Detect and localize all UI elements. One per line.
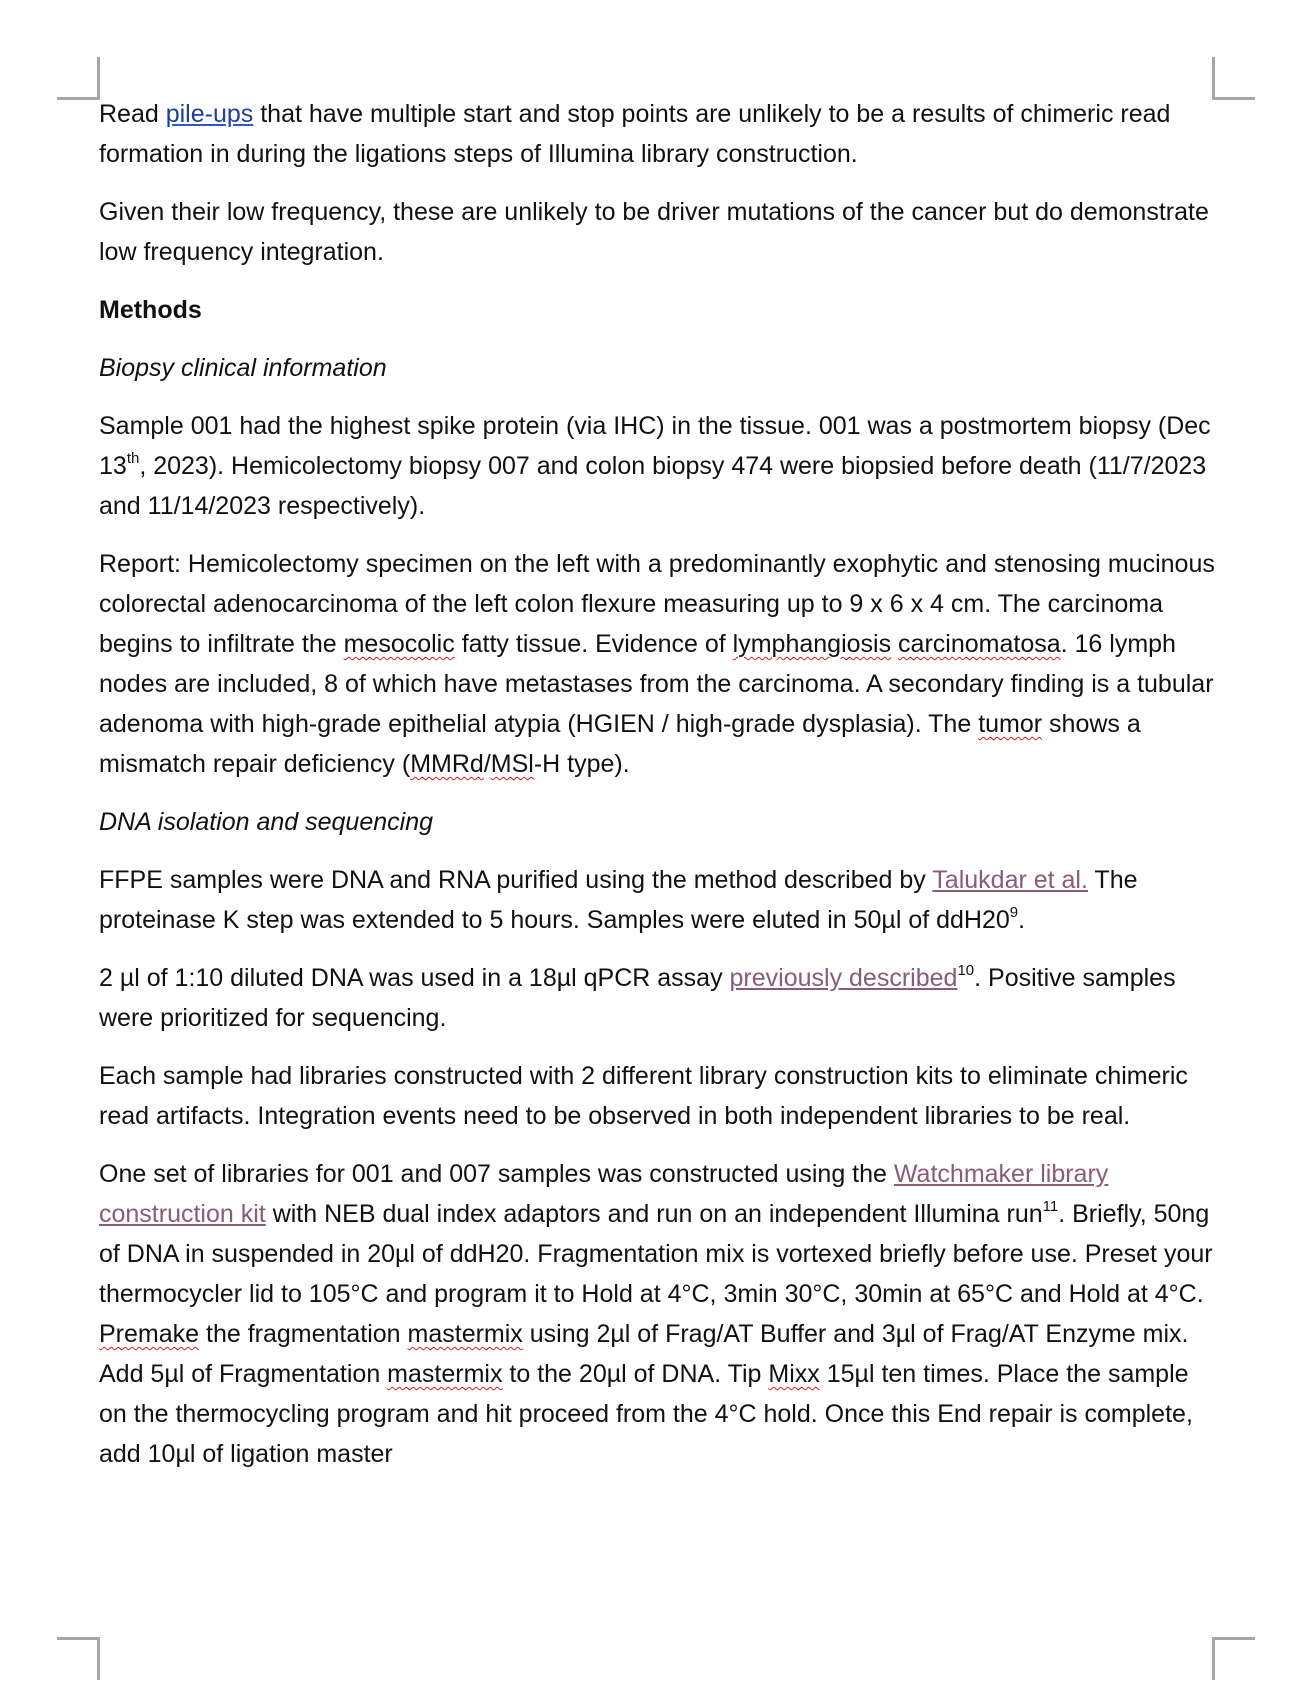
- citation-10: 10: [957, 961, 975, 979]
- spelling-flag-tumor[interactable]: tumor: [978, 710, 1043, 738]
- methods-heading[interactable]: Methods: [99, 296, 202, 324]
- talukdar-link[interactable]: Talukdar et al.: [932, 866, 1088, 894]
- page-corner-mark-bottom-left: [57, 1637, 100, 1680]
- watchmaker-kit-link[interactable]: Watchmaker library construction kit: [99, 1160, 1109, 1228]
- pileups-crossref[interactable]: pile-ups: [165, 100, 254, 128]
- paragraph-ffpe[interactable]: FFPE samples were DNA and RNA purified using the method described by Talukdar et al. The proteinase K step was extended to 5 hours. Samples were eluted in 50µl of $ddH20^9$.: [99, 866, 1138, 934]
- spelling-flag-carcinomatosa[interactable]: carcinomatosa: [898, 630, 1061, 658]
- paragraph-watchmaker[interactable]: One set of libraries for 001 and 007 samples was constructed using the Watchmaker library construction kit with NEB dual index adaptors and run on an independent Illumina run$^{11}$. Briefly, 50ng of DNA in suspended in 20µl of ddH20. Fragmentation mix is vortexed briefly before use. Preset your thermocycler lid to 105°C and program it to Hold at 4°C, 3min 30°C, 30min at 65°C and Hold at 4°C. Premake the fragmentation mastermix using 2µl of Frag/AT Buffer and 3µl of Frag/AT Enzyme mix. Add 5µl of Fragmentation mastermix to the 20µl of DNA. Tip Mixx 15µl ten times. Place the sample on the thermocycling program and hit proceed from the 4°C hold. Once this End repair is complete, add 10µl of ligation master: [99, 1160, 1213, 1468]
- spelling-flag-mastermix-2[interactable]: mastermix: [387, 1360, 503, 1388]
- paragraph-pileups[interactable]: Read pile-ups that have multiple start and stop points are unlikely to be a results of chimeric read formation in during the ligations steps of Illumina library construction.: [99, 100, 1171, 168]
- previously-described-link[interactable]: previously described: [729, 964, 958, 992]
- paragraph-qpcr[interactable]: 2 µl of 1:10 diluted DNA was used in a 18µl qPCR assay previously described$^{10}$. Positive samples were prioritized for sequencing.: [99, 961, 1176, 1032]
- paragraph-sample-info[interactable]: Sample 001 had the highest spike protein (via IHC) in the tissue. 001 was a postmortem biopsy (Dec 13th, 2023). Hemicolectomy biopsy 007 and colon biopsy 474 were biopsied before death (11/7/2023 and 11/14/2023 respectively).: [99, 412, 1211, 520]
- dna-isolation-subheading[interactable]: DNA isolation and sequencing: [99, 808, 434, 836]
- spelling-flag-mastermix[interactable]: mastermix: [407, 1320, 523, 1348]
- citation-9: 9: [1009, 903, 1019, 921]
- spelling-flag-lymphangiosis[interactable]: lymphangiosis: [732, 630, 892, 658]
- biopsy-subheading[interactable]: Biopsy clinical information: [99, 354, 387, 382]
- superscript-th: th: [126, 449, 140, 467]
- document-body[interactable]: [99, 94, 1219, 1492]
- spelling-flag-premake[interactable]: Premake: [99, 1320, 200, 1348]
- page-corner-mark-bottom-right: [1212, 1637, 1255, 1680]
- citation-11: 11: [1042, 1197, 1059, 1215]
- spelling-flag-msl[interactable]: MSl: [490, 750, 534, 778]
- paragraph-libraries[interactable]: Each sample had libraries constructed with 2 different library construction kits to eliminate chimeric read artifacts. Integration events need to be observed in both independent libraries to be real.: [99, 1062, 1188, 1130]
- spelling-flag-mmrd[interactable]: MMRd: [410, 750, 484, 778]
- spelling-flag-mixx[interactable]: Mixx: [768, 1360, 820, 1388]
- paragraph-report[interactable]: Report: Hemicolectomy specimen on the left with a predominantly exophytic and stenosing mucinous colorectal adenocarcinoma of the left colon flexure measuring up to 9 x 6 x 4 cm. The carcinoma begins to infiltrate the mesocolic fatty tissue. Evidence of lymphangiosis carcinomatosa. 16 lymph nodes are included, 8 of which have metastases from the carcinoma. A secondary finding is a tubular adenoma with high-grade epithelial atypia (HGIEN / high-grade dysplasia). The tumor shows a mismatch repair deficiency (MMRd/MSl-H type).: [99, 550, 1215, 778]
- spelling-flag-mesocolic[interactable]: mesocolic: [343, 630, 455, 658]
- page-corner-mark-top-left: [57, 57, 100, 100]
- paragraph-low-frequency[interactable]: Given their low frequency, these are unlikely to be driver mutations of the cancer but do demonstrate low frequency integration.: [99, 198, 1209, 266]
